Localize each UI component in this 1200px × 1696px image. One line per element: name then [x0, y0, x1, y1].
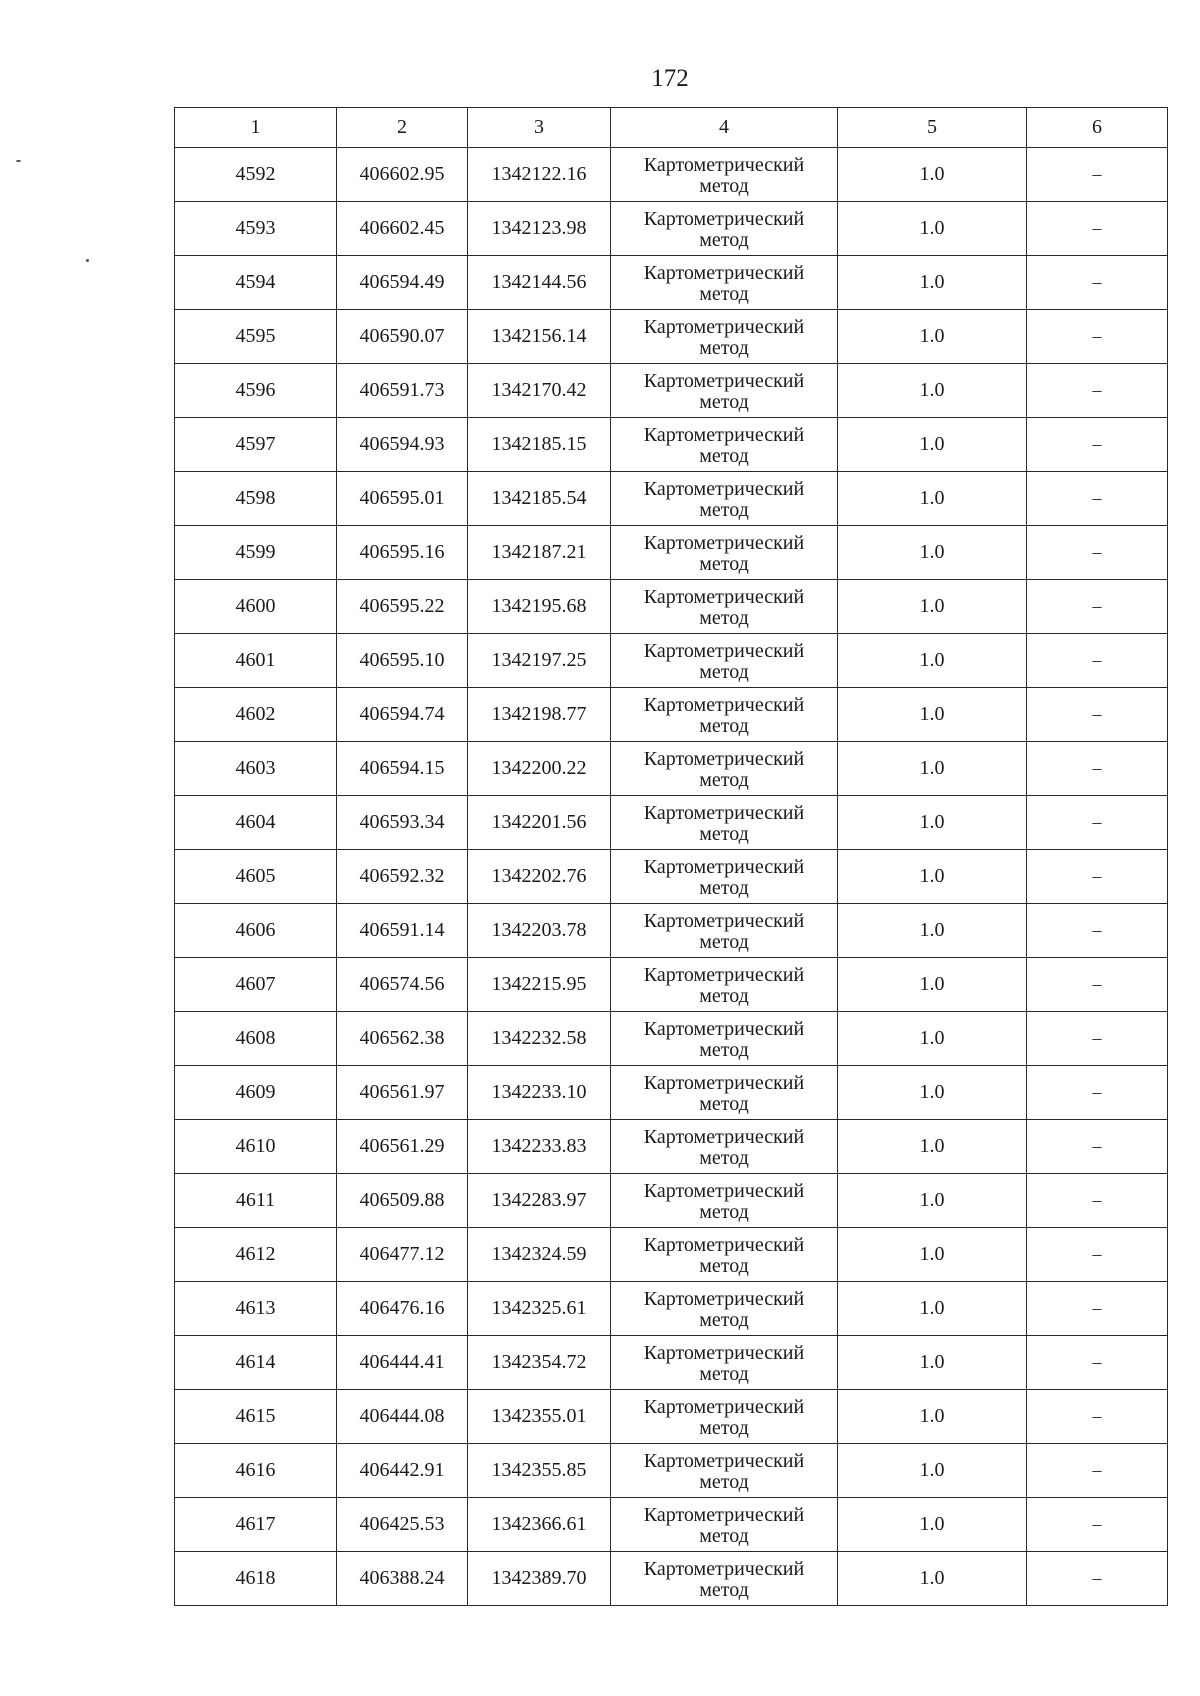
method-cell — [611, 1390, 838, 1444]
y-coordinate-cell: 1342144.56 — [468, 256, 611, 310]
note-cell: – — [1027, 1498, 1168, 1552]
method-cell — [611, 526, 838, 580]
method-line-2: метод — [699, 1578, 749, 1601]
method-line-1: Картометрический — [643, 153, 805, 176]
note-cell: – — [1027, 418, 1168, 472]
table-row — [175, 1390, 1168, 1444]
method-line-2: метод — [699, 1470, 749, 1493]
point-number-cell: 4617 — [175, 1498, 337, 1552]
x-coordinate-cell: 406444.41 — [337, 1336, 468, 1390]
accuracy-cell: 1.0 — [838, 742, 1027, 796]
x-coordinate-cell: 406442.91 — [337, 1444, 468, 1498]
method-line-2: метод — [699, 714, 749, 737]
method-cell — [611, 1336, 838, 1390]
method-line-1: Картометрический — [643, 855, 805, 878]
point-number-cell: 4601 — [175, 634, 337, 688]
accuracy-cell: 1.0 — [838, 472, 1027, 526]
table-row — [175, 1552, 1168, 1606]
point-number-cell: 4595 — [175, 310, 337, 364]
method-line-2: метод — [699, 1524, 749, 1547]
method-cell — [611, 796, 838, 850]
y-coordinate-cell: 1342233.83 — [468, 1120, 611, 1174]
table-row — [175, 472, 1168, 526]
table-row — [175, 634, 1168, 688]
table-row — [175, 904, 1168, 958]
y-coordinate-cell: 1342185.15 — [468, 418, 611, 472]
method-line-1: Картометрический — [643, 1287, 805, 1310]
x-coordinate-cell: 406602.95 — [337, 148, 468, 202]
point-number-cell: 4611 — [175, 1174, 337, 1228]
method-line-1: Картометрический — [643, 1449, 805, 1472]
header-cell: 4 — [611, 108, 838, 148]
note-cell: – — [1027, 1390, 1168, 1444]
method-line-2: метод — [699, 1254, 749, 1277]
note-cell: – — [1027, 796, 1168, 850]
x-coordinate-cell: 406595.10 — [337, 634, 468, 688]
point-number-cell: 4606 — [175, 904, 337, 958]
table-body — [175, 148, 1168, 1606]
method-line-2: метод — [699, 876, 749, 899]
table-row — [175, 1228, 1168, 1282]
method-line-1: Картометрический — [643, 801, 805, 824]
method-line-2: метод — [699, 1308, 749, 1331]
method-cell — [611, 688, 838, 742]
note-cell: – — [1027, 1066, 1168, 1120]
header-row — [175, 108, 1168, 148]
accuracy-cell: 1.0 — [838, 1282, 1027, 1336]
point-number-cell: 4612 — [175, 1228, 337, 1282]
method-line-2: метод — [699, 336, 749, 359]
note-cell: – — [1027, 1174, 1168, 1228]
y-coordinate-cell: 1342197.25 — [468, 634, 611, 688]
note-cell: – — [1027, 1120, 1168, 1174]
x-coordinate-cell: 406595.22 — [337, 580, 468, 634]
x-coordinate-cell: 406592.32 — [337, 850, 468, 904]
header-cell: 2 — [337, 108, 468, 148]
method-line-1: Картометрический — [643, 1017, 805, 1040]
method-line-1: Картометрический — [643, 207, 805, 230]
x-coordinate-cell: 406590.07 — [337, 310, 468, 364]
method-cell — [611, 1228, 838, 1282]
header-cell: 3 — [468, 108, 611, 148]
header-cell: 6 — [1027, 108, 1168, 148]
accuracy-cell: 1.0 — [838, 904, 1027, 958]
accuracy-cell: 1.0 — [838, 418, 1027, 472]
method-cell — [611, 850, 838, 904]
point-number-cell: 4599 — [175, 526, 337, 580]
x-coordinate-cell: 406595.16 — [337, 526, 468, 580]
method-line-2: метод — [699, 1092, 749, 1115]
x-coordinate-cell: 406594.49 — [337, 256, 468, 310]
note-cell: – — [1027, 742, 1168, 796]
method-line-1: Картометрический — [643, 1179, 805, 1202]
accuracy-cell: 1.0 — [838, 1228, 1027, 1282]
accuracy-cell: 1.0 — [838, 1012, 1027, 1066]
x-coordinate-cell: 406593.34 — [337, 796, 468, 850]
table-header — [175, 108, 1168, 148]
method-cell — [611, 1552, 838, 1606]
y-coordinate-cell: 1342283.97 — [468, 1174, 611, 1228]
method-line-2: метод — [699, 768, 749, 791]
table-row — [175, 850, 1168, 904]
y-coordinate-cell: 1342201.56 — [468, 796, 611, 850]
point-number-cell: 4602 — [175, 688, 337, 742]
accuracy-cell: 1.0 — [838, 1390, 1027, 1444]
method-cell — [611, 202, 838, 256]
method-cell — [611, 742, 838, 796]
method-line-1: Картометрический — [643, 909, 805, 932]
method-line-1: Картометрический — [643, 963, 805, 986]
point-number-cell: 4608 — [175, 1012, 337, 1066]
point-number-cell: 4604 — [175, 796, 337, 850]
method-line-1: Картометрический — [643, 423, 805, 446]
y-coordinate-cell: 1342123.98 — [468, 202, 611, 256]
accuracy-cell: 1.0 — [838, 310, 1027, 364]
page-number: 172 — [651, 65, 689, 92]
method-cell — [611, 958, 838, 1012]
table-row — [175, 310, 1168, 364]
point-number-cell: 4618 — [175, 1552, 337, 1606]
method-line-2: метод — [699, 1362, 749, 1385]
table-row — [175, 742, 1168, 796]
point-number-cell: 4598 — [175, 472, 337, 526]
coordinates-table — [174, 107, 1168, 1606]
y-coordinate-cell: 1342198.77 — [468, 688, 611, 742]
table-row — [175, 1336, 1168, 1390]
note-cell: – — [1027, 958, 1168, 1012]
method-line-2: метод — [699, 930, 749, 953]
method-line-1: Картометрический — [643, 531, 805, 554]
x-coordinate-cell: 406388.24 — [337, 1552, 468, 1606]
method-line-2: метод — [699, 660, 749, 683]
table-row — [175, 1120, 1168, 1174]
x-coordinate-cell: 406595.01 — [337, 472, 468, 526]
accuracy-cell: 1.0 — [838, 1174, 1027, 1228]
header-cell: 5 — [838, 108, 1027, 148]
method-cell — [611, 1174, 838, 1228]
method-line-2: метод — [699, 498, 749, 521]
method-cell — [611, 1282, 838, 1336]
note-cell: – — [1027, 1228, 1168, 1282]
table-row — [175, 1066, 1168, 1120]
method-line-1: Картометрический — [643, 261, 805, 284]
table-row — [175, 418, 1168, 472]
method-cell — [611, 1012, 838, 1066]
scan-speck — [16, 160, 21, 162]
method-cell — [611, 580, 838, 634]
accuracy-cell: 1.0 — [838, 634, 1027, 688]
method-line-1: Картометрический — [643, 1341, 805, 1364]
method-line-1: Картометрический — [643, 1557, 805, 1580]
method-cell — [611, 1444, 838, 1498]
point-number-cell: 4593 — [175, 202, 337, 256]
accuracy-cell: 1.0 — [838, 958, 1027, 1012]
accuracy-cell: 1.0 — [838, 796, 1027, 850]
method-line-2: метод — [699, 984, 749, 1007]
method-line-2: метод — [699, 228, 749, 251]
method-line-1: Картометрический — [643, 1071, 805, 1094]
method-line-1: Картометрический — [643, 585, 805, 608]
x-coordinate-cell: 406594.74 — [337, 688, 468, 742]
accuracy-cell: 1.0 — [838, 1066, 1027, 1120]
table-row — [175, 1444, 1168, 1498]
point-number-cell: 4596 — [175, 364, 337, 418]
x-coordinate-cell: 406476.16 — [337, 1282, 468, 1336]
y-coordinate-cell: 1342366.61 — [468, 1498, 611, 1552]
method-line-1: Картометрический — [643, 639, 805, 662]
x-coordinate-cell: 406594.93 — [337, 418, 468, 472]
table-row — [175, 1174, 1168, 1228]
accuracy-cell: 1.0 — [838, 148, 1027, 202]
y-coordinate-cell: 1342187.21 — [468, 526, 611, 580]
note-cell: – — [1027, 202, 1168, 256]
method-line-2: метод — [699, 606, 749, 629]
note-cell: – — [1027, 850, 1168, 904]
method-cell — [611, 364, 838, 418]
method-line-2: метод — [699, 552, 749, 575]
method-line-1: Картометрический — [643, 693, 805, 716]
method-line-2: метод — [699, 174, 749, 197]
accuracy-cell: 1.0 — [838, 1552, 1027, 1606]
y-coordinate-cell: 1342156.14 — [468, 310, 611, 364]
accuracy-cell: 1.0 — [838, 1444, 1027, 1498]
point-number-cell: 4605 — [175, 850, 337, 904]
accuracy-cell: 1.0 — [838, 202, 1027, 256]
y-coordinate-cell: 1342185.54 — [468, 472, 611, 526]
header-cell: 1 — [175, 108, 337, 148]
x-coordinate-cell: 406594.15 — [337, 742, 468, 796]
accuracy-cell: 1.0 — [838, 688, 1027, 742]
method-cell — [611, 634, 838, 688]
point-number-cell: 4615 — [175, 1390, 337, 1444]
x-coordinate-cell: 406574.56 — [337, 958, 468, 1012]
point-number-cell: 4603 — [175, 742, 337, 796]
point-number-cell: 4607 — [175, 958, 337, 1012]
y-coordinate-cell: 1342233.10 — [468, 1066, 611, 1120]
method-line-2: метод — [699, 444, 749, 467]
y-coordinate-cell: 1342389.70 — [468, 1552, 611, 1606]
y-coordinate-cell: 1342122.16 — [468, 148, 611, 202]
accuracy-cell: 1.0 — [838, 256, 1027, 310]
x-coordinate-cell: 406444.08 — [337, 1390, 468, 1444]
y-coordinate-cell: 1342195.68 — [468, 580, 611, 634]
table-row — [175, 256, 1168, 310]
table-row — [175, 580, 1168, 634]
x-coordinate-cell: 406509.88 — [337, 1174, 468, 1228]
method-cell — [611, 148, 838, 202]
x-coordinate-cell: 406561.97 — [337, 1066, 468, 1120]
point-number-cell: 4609 — [175, 1066, 337, 1120]
table-row — [175, 526, 1168, 580]
method-cell — [611, 1120, 838, 1174]
method-line-1: Картометрический — [643, 477, 805, 500]
point-number-cell: 4592 — [175, 148, 337, 202]
note-cell: – — [1027, 634, 1168, 688]
method-line-1: Картометрический — [643, 1125, 805, 1148]
note-cell: – — [1027, 526, 1168, 580]
note-cell: – — [1027, 472, 1168, 526]
method-line-2: метод — [699, 1038, 749, 1061]
method-line-2: метод — [699, 282, 749, 305]
table-row — [175, 688, 1168, 742]
y-coordinate-cell: 1342215.95 — [468, 958, 611, 1012]
method-cell — [611, 1498, 838, 1552]
y-coordinate-cell: 1342203.78 — [468, 904, 611, 958]
note-cell: – — [1027, 1552, 1168, 1606]
y-coordinate-cell: 1342324.59 — [468, 1228, 611, 1282]
method-cell — [611, 418, 838, 472]
note-cell: – — [1027, 1444, 1168, 1498]
table-row — [175, 1498, 1168, 1552]
method-line-2: метод — [699, 822, 749, 845]
note-cell: – — [1027, 148, 1168, 202]
table-row — [175, 796, 1168, 850]
table-row — [175, 202, 1168, 256]
method-cell — [611, 1066, 838, 1120]
point-number-cell: 4616 — [175, 1444, 337, 1498]
y-coordinate-cell: 1342355.85 — [468, 1444, 611, 1498]
method-line-1: Картометрический — [643, 1395, 805, 1418]
method-line-1: Картометрический — [643, 1233, 805, 1256]
note-cell: – — [1027, 310, 1168, 364]
note-cell: – — [1027, 688, 1168, 742]
y-coordinate-cell: 1342325.61 — [468, 1282, 611, 1336]
note-cell: – — [1027, 256, 1168, 310]
y-coordinate-cell: 1342200.22 — [468, 742, 611, 796]
accuracy-cell: 1.0 — [838, 364, 1027, 418]
method-line-1: Картометрический — [643, 1503, 805, 1526]
point-number-cell: 4597 — [175, 418, 337, 472]
y-coordinate-cell: 1342202.76 — [468, 850, 611, 904]
note-cell: – — [1027, 904, 1168, 958]
table-row — [175, 1282, 1168, 1336]
y-coordinate-cell: 1342355.01 — [468, 1390, 611, 1444]
note-cell: – — [1027, 1336, 1168, 1390]
x-coordinate-cell: 406477.12 — [337, 1228, 468, 1282]
y-coordinate-cell: 1342232.58 — [468, 1012, 611, 1066]
accuracy-cell: 1.0 — [838, 1120, 1027, 1174]
point-number-cell: 4600 — [175, 580, 337, 634]
accuracy-cell: 1.0 — [838, 526, 1027, 580]
method-line-1: Картометрический — [643, 369, 805, 392]
method-line-2: метод — [699, 1146, 749, 1169]
table-row — [175, 958, 1168, 1012]
method-cell — [611, 310, 838, 364]
accuracy-cell: 1.0 — [838, 580, 1027, 634]
method-line-1: Картометрический — [643, 747, 805, 770]
point-number-cell: 4614 — [175, 1336, 337, 1390]
note-cell: – — [1027, 1012, 1168, 1066]
point-number-cell: 4610 — [175, 1120, 337, 1174]
table-row — [175, 148, 1168, 202]
table-row — [175, 364, 1168, 418]
method-line-1: Картометрический — [643, 315, 805, 338]
method-line-2: метод — [699, 390, 749, 413]
x-coordinate-cell: 406591.73 — [337, 364, 468, 418]
method-cell — [611, 904, 838, 958]
point-number-cell: 4613 — [175, 1282, 337, 1336]
scan-speck — [86, 259, 89, 262]
x-coordinate-cell: 406562.38 — [337, 1012, 468, 1066]
x-coordinate-cell: 406591.14 — [337, 904, 468, 958]
method-line-2: метод — [699, 1416, 749, 1439]
table-row — [175, 1012, 1168, 1066]
note-cell: – — [1027, 580, 1168, 634]
note-cell: – — [1027, 1282, 1168, 1336]
y-coordinate-cell: 1342354.72 — [468, 1336, 611, 1390]
x-coordinate-cell: 406561.29 — [337, 1120, 468, 1174]
point-number-cell: 4594 — [175, 256, 337, 310]
method-cell — [611, 472, 838, 526]
accuracy-cell: 1.0 — [838, 1336, 1027, 1390]
method-line-2: метод — [699, 1200, 749, 1223]
x-coordinate-cell: 406425.53 — [337, 1498, 468, 1552]
y-coordinate-cell: 1342170.42 — [468, 364, 611, 418]
method-cell — [611, 256, 838, 310]
note-cell: – — [1027, 364, 1168, 418]
accuracy-cell: 1.0 — [838, 850, 1027, 904]
x-coordinate-cell: 406602.45 — [337, 202, 468, 256]
accuracy-cell: 1.0 — [838, 1498, 1027, 1552]
